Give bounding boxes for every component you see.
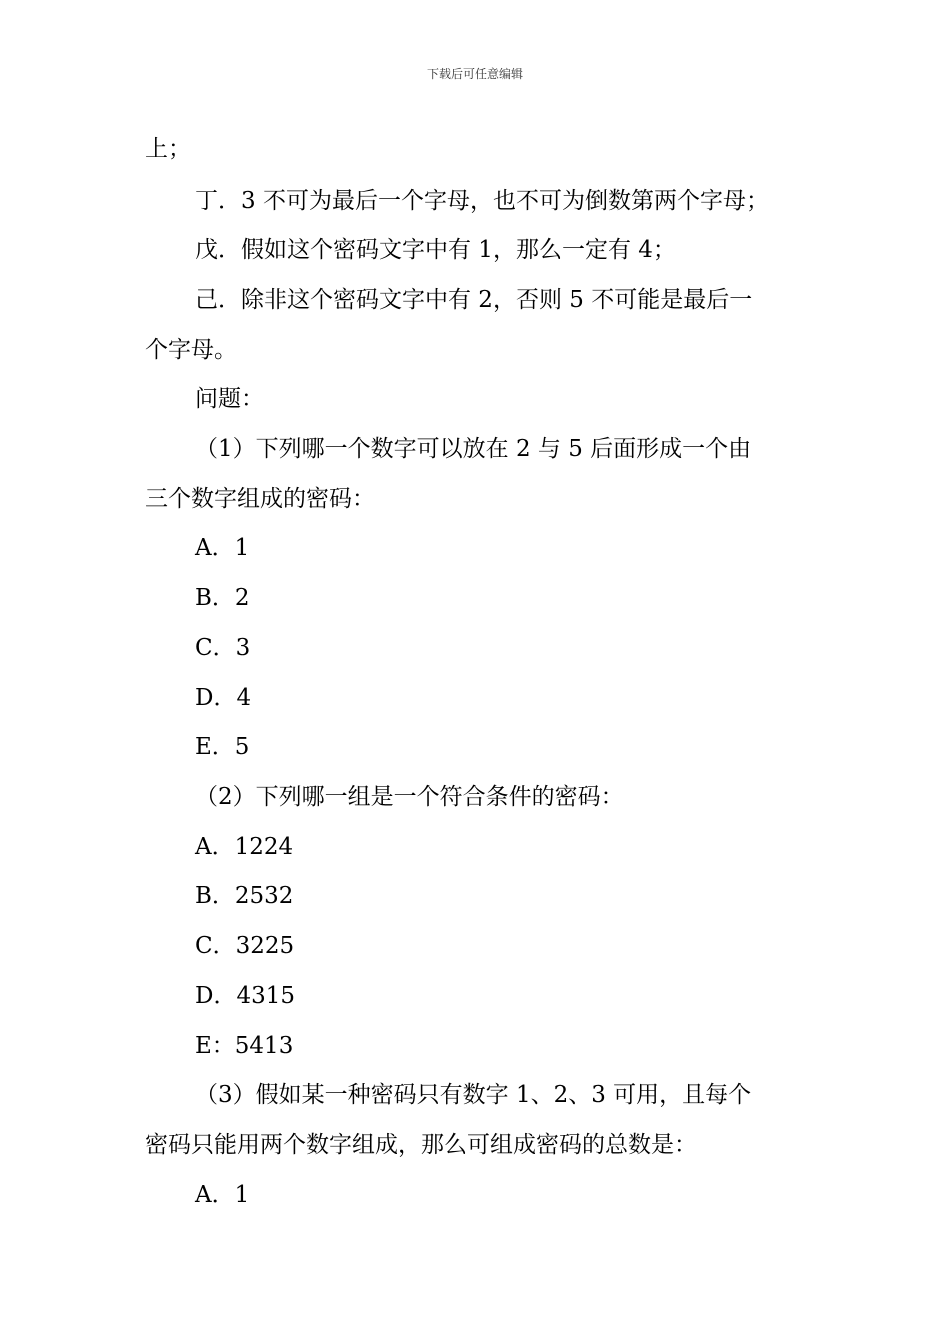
question-1: （1）下列哪一个数字可以放在 2 与 5 后面形成一个由: [195, 436, 752, 462]
text-line: 戊．假如这个密码文字中有 1，那么一定有 4；: [195, 237, 676, 263]
text-line: 密码只能用两个数字组成，那么可组成密码的总数是：: [145, 1132, 697, 1158]
text-line: 丁．3 不可为最后一个字母，也不可为倒数第两个字母；: [195, 188, 769, 214]
text-line: 上；: [145, 136, 191, 162]
option-line: E．5: [195, 734, 250, 760]
option-line: D．4: [195, 685, 252, 711]
option-line: B．2532: [195, 883, 294, 909]
option-line: A．1224: [195, 834, 294, 860]
option-line: B．2: [195, 585, 250, 611]
option-line: A．1: [195, 535, 250, 561]
text-line: 个字母。: [145, 337, 237, 363]
option-line: A．1: [195, 1182, 250, 1208]
text-line: 己．除非这个密码文字中有 2，否则 5 不可能是最后一: [195, 287, 753, 313]
text-line: 问题：: [195, 386, 264, 412]
option-line: C．3: [195, 635, 251, 661]
option-line: C．3225: [195, 933, 295, 959]
text-line: 三个数字组成的密码：: [145, 486, 375, 512]
question-2: （2）下列哪一组是一个符合条件的密码：: [195, 784, 624, 810]
question-3: （3）假如某一种密码只有数字 1、2、3 可用，且每个: [195, 1082, 752, 1108]
option-line: E：5413: [195, 1033, 294, 1059]
option-line: D．4315: [195, 983, 295, 1009]
page-header: 下载后可任意编辑: [426, 67, 523, 81]
